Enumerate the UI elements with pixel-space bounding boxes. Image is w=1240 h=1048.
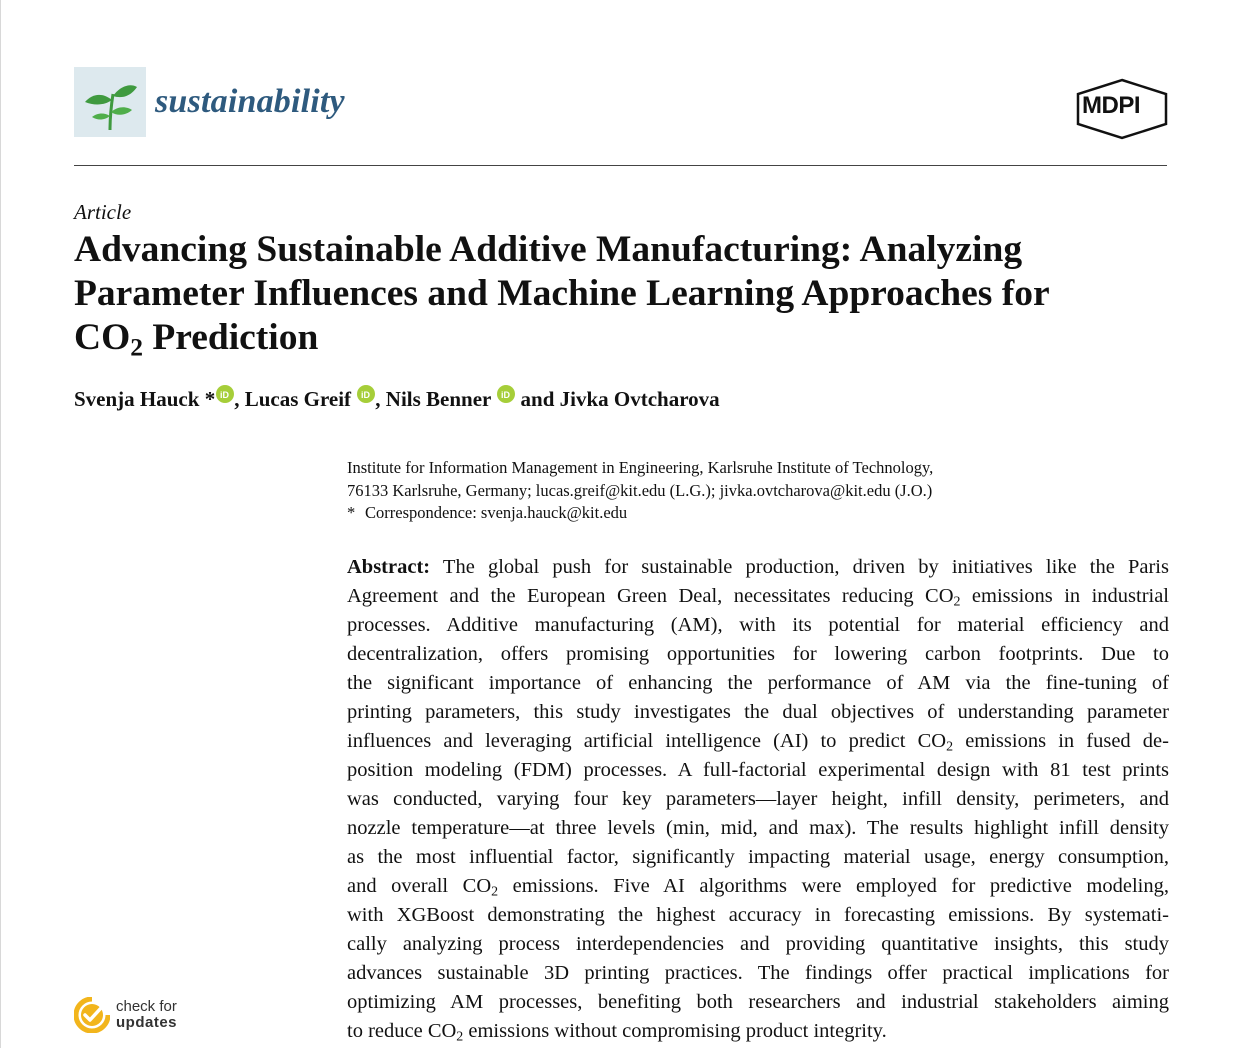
author-name[interactable]: , Nils Benner [375, 387, 497, 411]
subscript: 2 [456, 1029, 464, 1045]
abstract-line [347, 1017, 1169, 1046]
title-subscript: 2 [130, 332, 143, 362]
subscript: 2 [946, 739, 954, 755]
abstract-text: emissions without compromising product integrity. [463, 1020, 887, 1042]
abstract-line: nozzle temperature—at three levels (min, mid, and max). The results highlight infill density [347, 817, 1169, 839]
affiliation-line: Institute for Information Management in Engineering, Karlsruhe Institute of Technology, [347, 458, 934, 477]
orcid-icon[interactable] [216, 385, 234, 403]
abstract-line: advances sustainable 3D printing practices. The findings offer practical implications for [347, 962, 1169, 984]
abstract-line: position modeling (FDM) processes. A full-factorial experimental design with 81 test prints [347, 759, 1169, 781]
abstract-line: with XGBoost demonstrating the highest accuracy in forecasting emissions. By systemati- [347, 904, 1169, 926]
mdpi-logo[interactable] [1075, 78, 1169, 140]
title-text: Prediction [143, 317, 319, 358]
author-name[interactable]: and Jivka Ovtcharova [515, 387, 720, 411]
abstract-line [347, 872, 1169, 901]
author-name[interactable]: , Lucas Greif [234, 387, 357, 411]
header-divider [74, 165, 1167, 166]
abstract-text: emissions in industrial [960, 585, 1170, 607]
abstract-text: influences and leveraging artificial intelligence (AI) to predict CO [347, 730, 947, 752]
abstract-text: emissions in fused de- [953, 730, 1169, 752]
affiliation-block [347, 457, 933, 525]
abstract-text: and overall CO [347, 875, 492, 897]
abstract-line [347, 553, 1169, 582]
svg-text:iD: iD [501, 390, 511, 400]
subscript: 2 [953, 594, 961, 610]
corresponding-mark: * [347, 503, 356, 522]
check-for-updates-badge[interactable] [74, 997, 177, 1033]
check-updates-text [116, 999, 177, 1031]
check-updates-line: updates [116, 1014, 178, 1031]
abstract-line: as the most influential factor, significantly impacting material usage, energy consumption, [347, 846, 1169, 868]
publisher-name: MDPI [1082, 92, 1140, 119]
title-line: Advancing Sustainable Additive Manufacturing: Analyzing [74, 229, 1023, 270]
abstract-text: to reduce CO [347, 1020, 457, 1042]
corresponding-mark: * [199, 387, 216, 411]
abstract-line: printing parameters, this study investigates the dual objectives of understanding parameter [347, 701, 1169, 723]
plant-icon [74, 67, 146, 137]
svg-text:iD: iD [361, 390, 371, 400]
abstract-line: the significant importance of enhancing the performance of AM via the fine-tuning of [347, 672, 1169, 694]
abstract-text: The global push for sustainable production, driven by initiatives like the Paris [430, 556, 1169, 578]
author-list [74, 385, 720, 412]
correspondence-text: Correspondence: svenja.hauck@kit.edu [365, 503, 628, 522]
abstract-line: processes. Additive manufacturing (AM), with its potential for material efficiency and [347, 614, 1169, 636]
abstract-line [347, 727, 1169, 756]
journal-name: sustainability [155, 83, 345, 120]
correspondence-line [347, 502, 933, 525]
journal-logo[interactable] [74, 67, 345, 137]
abstract-text: Agreement and the European Green Deal, necessitates reducing CO [347, 585, 954, 607]
abstract-label: Abstract: [347, 556, 431, 578]
svg-text:iD: iD [220, 390, 230, 400]
abstract-line: cally analyzing process interdependencies and providing quantitative insights, this study [347, 933, 1169, 955]
abstract-line [347, 582, 1169, 611]
affiliation-line: 76133 Karlsruhe, Germany; lucas.greif@kit.edu (L.G.); jivka.ovtcharova@kit.edu (J.O.) [347, 480, 933, 500]
check-updates-line: check for [116, 998, 177, 1015]
abstract-line: optimizing AM processes, benefiting both researchers and industrial stakeholders aiming [347, 991, 1169, 1013]
author-name[interactable]: Svenja Hauck [74, 387, 200, 411]
orcid-icon[interactable] [497, 385, 515, 403]
abstract-line: decentralization, offers promising opportunities for lowering carbon footprints. Due to [347, 643, 1169, 665]
article-type: Article [74, 200, 132, 224]
check-updates-icon [74, 997, 110, 1033]
title-text: CO [74, 317, 131, 358]
orcid-icon[interactable] [357, 385, 375, 403]
abstract-line: was conducted, varying four key parameters—layer height, infill density, perimeters, and [347, 788, 1169, 810]
subscript: 2 [491, 884, 499, 900]
title-line [74, 316, 1174, 360]
title-line: Parameter Influences and Machine Learning Approaches for [74, 273, 1050, 314]
abstract-text: emissions. Five AI algorithms were employed for predictive modeling, [498, 875, 1169, 897]
article-title [74, 228, 1174, 360]
abstract [347, 553, 1169, 1046]
